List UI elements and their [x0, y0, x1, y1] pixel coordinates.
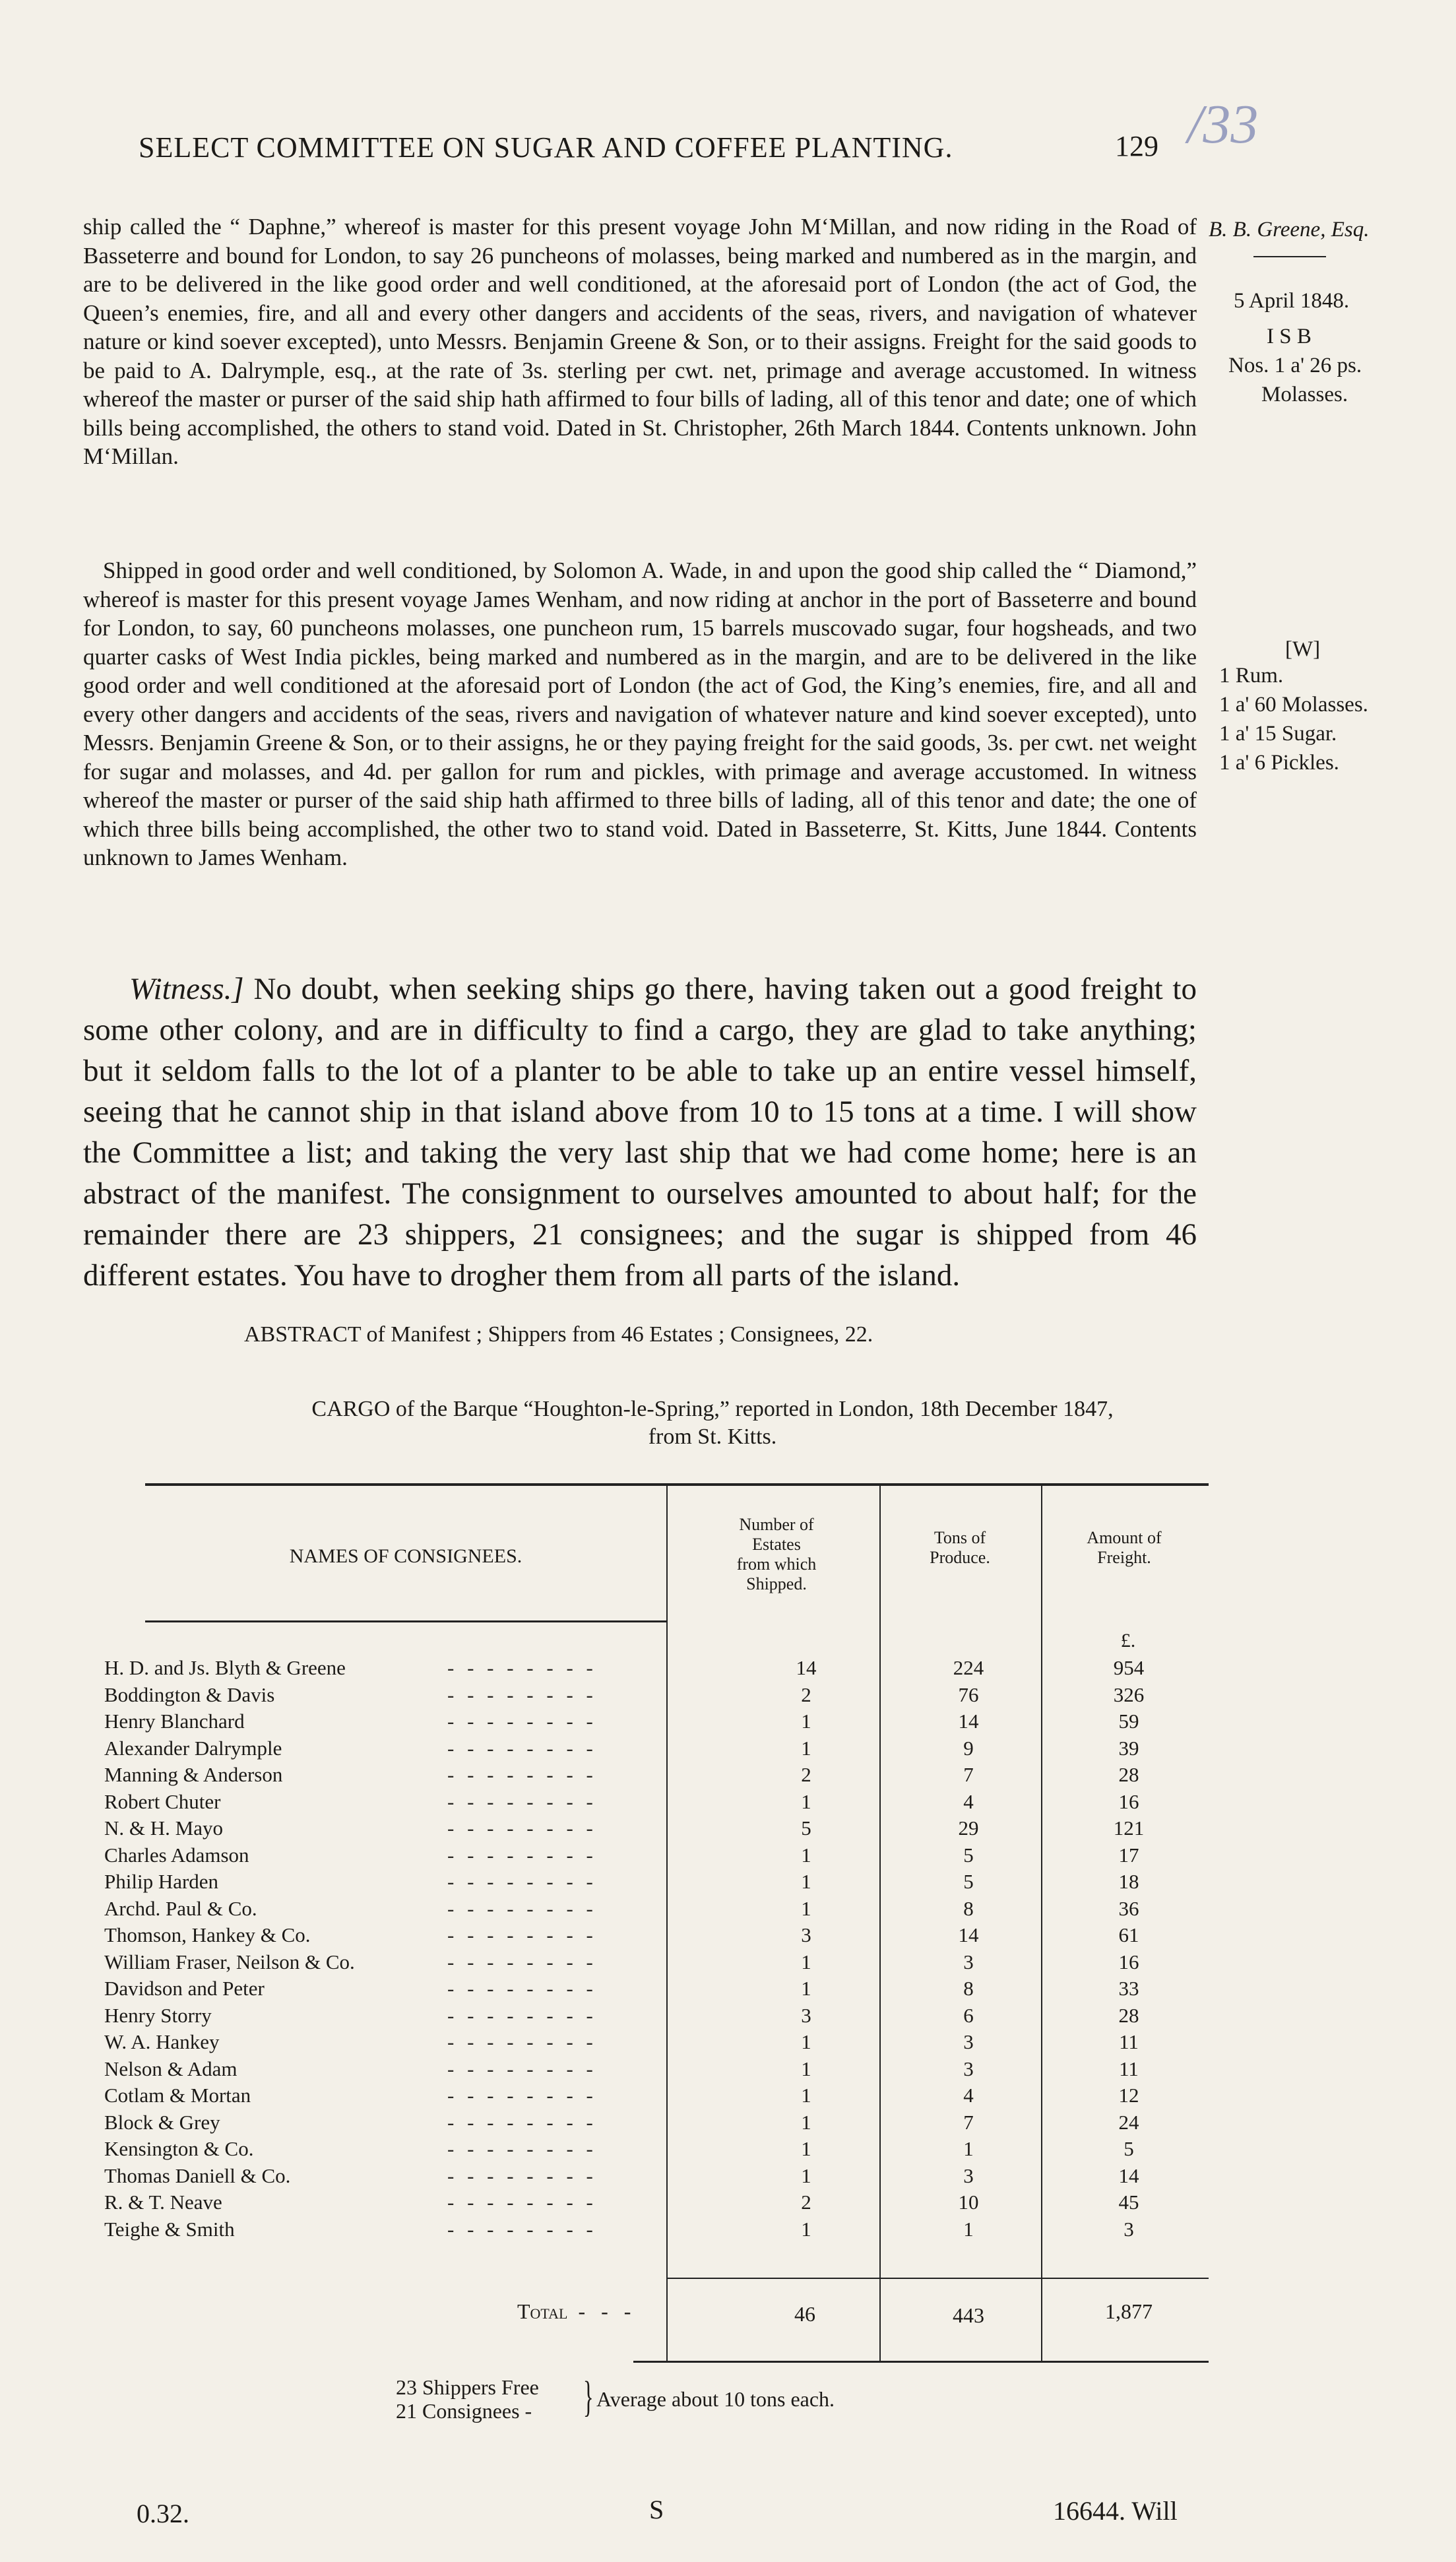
dot-leader: - - - - - - - -: [447, 2084, 597, 2107]
margin-divider: [1253, 256, 1326, 257]
freight-value: 28: [1118, 1763, 1139, 1786]
freight-value: 14: [1118, 2164, 1139, 2187]
tons-value: 5: [963, 1870, 974, 1893]
tons-value: 3: [963, 2164, 974, 2187]
consignee-name: Henry Storry: [104, 2004, 212, 2027]
margin-date: 5 April 1848.: [1234, 289, 1350, 313]
margin-goods: Molasses.: [1261, 383, 1348, 406]
freight-value: 5: [1124, 2137, 1134, 2160]
estates-count: 1: [801, 1870, 811, 1893]
column-header-consignees: NAMES OF CONSIGNEES.: [289, 1545, 522, 1567]
dot-leader: - - - - - - - -: [447, 2004, 597, 2027]
table-row: [104, 1978, 1213, 1999]
consignee-name: Nelson & Adam: [104, 2057, 237, 2080]
tons-value: 3: [963, 2057, 974, 2080]
consignee-name: Cotlam & Mortan: [104, 2084, 251, 2107]
freight-value: 3: [1124, 2218, 1134, 2241]
estates-count: 1: [801, 2030, 811, 2053]
table-header-rule: [145, 1620, 666, 1622]
dot-leader: - - - - - - - -: [447, 2111, 597, 2134]
margin-mark: I S B: [1267, 325, 1312, 348]
tons-value: 8: [963, 1977, 974, 2000]
table-row: [104, 1738, 1213, 1759]
table-row: [104, 1791, 1213, 1812]
column-header-estates: Number of Estates from which Shipped.: [736, 1515, 817, 1593]
witness-testimony: [83, 969, 1197, 1296]
freight-value: 18: [1118, 1870, 1139, 1893]
margin-goods: 1 Rum.: [1219, 664, 1284, 688]
tons-value: 14: [958, 1710, 979, 1733]
estates-count: 2: [801, 1763, 811, 1786]
total-freight: 1,877: [1105, 2299, 1153, 2323]
freight-value: 954: [1113, 1656, 1145, 1679]
bill-of-lading-diamond: [83, 556, 1197, 872]
freight-value: 16: [1118, 1950, 1139, 1973]
table-bottom-rule: [633, 2361, 1209, 2363]
freight-value: 12: [1118, 2084, 1139, 2107]
bill-of-lading-daphne: [83, 212, 1197, 471]
consignee-name: Henry Blanchard: [104, 1710, 245, 1733]
tons-value: 5: [963, 1843, 974, 1867]
dot-leader: - - - - - - - -: [447, 1977, 597, 2000]
margin-mark: [W]: [1285, 637, 1321, 661]
table-row: [104, 1898, 1213, 1919]
estates-count: 1: [801, 1737, 811, 1760]
dot-leader: - - - - - - - -: [447, 1816, 597, 1840]
freight-value: 16: [1118, 1790, 1139, 1813]
table-row: [104, 2165, 1213, 2187]
table-row: [104, 2192, 1213, 2213]
consignee-name: Thomson, Hankey & Co.: [104, 1923, 311, 1946]
table-row: [104, 1818, 1213, 1839]
freight-value: 36: [1118, 1897, 1139, 1920]
margin-witness-name: B. B. Greene, Esq.: [1209, 218, 1370, 241]
estates-count: 3: [801, 1923, 811, 1946]
estates-count: 1: [801, 1710, 811, 1733]
consignee-name: Boddington & Davis: [104, 1683, 275, 1706]
consignee-name: Kensington & Co.: [104, 2137, 254, 2160]
dot-leader: - - - - - - - -: [447, 1843, 597, 1867]
table-row: [104, 2112, 1213, 2133]
tons-value: 224: [953, 1656, 984, 1679]
table-top-rule: [145, 1483, 1209, 1486]
margin-numbers: Nos. 1 a' 26 ps.: [1228, 354, 1362, 377]
page-number: 129: [1115, 130, 1158, 162]
footnote-average: Average about 10 tons each.: [596, 2387, 835, 2411]
consignee-name: Thomas Daniell & Co.: [104, 2164, 291, 2187]
dot-leader: - - - - - - - -: [447, 1656, 597, 1679]
table-row: [104, 2005, 1213, 2026]
estates-count: 1: [801, 2137, 811, 2160]
tons-value: 76: [958, 1683, 979, 1706]
cargo-line: CARGO of the Barque “Houghton-le-Spring,” reported in London, 18th December 1847,: [311, 1397, 1114, 1421]
consignee-name: William Fraser, Neilson & Co.: [104, 1950, 355, 1973]
tons-value: 29: [958, 1816, 979, 1840]
cargo-description: [218, 1395, 1207, 1451]
table-row: [104, 2059, 1213, 2080]
total-estates: 46: [794, 2302, 815, 2326]
estates-count: 1: [801, 1977, 811, 2000]
dot-leader: - - - - - - - -: [447, 2164, 597, 2187]
dot-leader: - - - - - - - -: [447, 1870, 597, 1893]
bill-of-lading-text: Shipped in good order and well conditioned, by Solomon A. Wade, in and upon the good ship called the “ Diamond,” whereof is master for this present voyage James Wenham, and now riding at anchor in the port of Basseterre and bound for London, to say, 60 puncheons molasses, one puncheon rum, 15 barrels muscovado sugar, four hogsheads, and two quarter casks of West India pickles, being marked and numbered as in the margin, and are to be delivered in the like good order and well conditioned at the aforesaid port of London (the act of God, the King’s enemies, fire, and all and every other dangers and accidents of the seas, rivers and navigation of whatever nature and kind soever excepted), unto Messrs. Benjamin Greene & Son, or to their assigns, he or they paying freight for the said goods, 3s. per cwt. net weight for sugar and molasses, and 4d. per gallon for rum and pickles, with primage and average accustomed. In witness whereof the master or purser of the said ship hath affirmed to three bills of lading, all of this tenor and date; the one of which three bills being accomplished, the other two to stand void. Dated in Basseterre, St. Kitts, June 1844. Contents unknown to James Wenham.: [83, 558, 1197, 870]
page-title: SELECT COMMITTEE ON SUGAR AND COFFEE PLANTING.: [139, 131, 953, 164]
bill-of-lading-text: ship called the “ Daphne,” whereof is master for this present voyage John M‘Millan, and now riding in the Road of Basseterre and bound for London, to say 26 puncheons of molasses, being marked and numbered as in the margin, and are to be delivered in the like good order and well conditioned, at the aforesaid port of London (the act of God, the Queen’s enemies, fire, and all and every other dangers and accidents of the seas, rivers, and navigation of whatever nature or kind soever excepted), unto Messrs. Benjamin Greene & Son, or to their assigns. Freight for the said goods to be paid to A. Dalrymple, esq., at the rate of 3s. sterling per cwt. net, primage and average accustomed. In witness whereof the master or purser of the said ship hath affirmed to four bills of lading, all of this tenor and date; one of which bills being accomplished, the others to stand void. Dated in St. Christopher, 26th March 1844. Contents unknown. John M‘Millan.: [83, 214, 1197, 469]
consignee-name: R. & T. Neave: [104, 2191, 222, 2214]
dot-leader: - - - - - - - -: [447, 1923, 597, 1946]
dot-leader: - - - - - - - -: [447, 2057, 597, 2080]
dot-leader: - - - - - - - -: [447, 2218, 597, 2241]
dot-leader: - - - - - - - -: [447, 2191, 597, 2214]
estates-count: 1: [801, 1950, 811, 1973]
freight-value: 11: [1119, 2030, 1139, 2053]
estates-count: 1: [801, 2218, 811, 2241]
freight-value: 39: [1118, 1737, 1139, 1760]
table-row: [104, 1711, 1213, 1732]
consignee-name: Davidson and Peter: [104, 1977, 265, 2000]
tons-value: 6: [963, 2004, 974, 2027]
table-row: [104, 1684, 1213, 1706]
footnote-consignees: 21 Consignees -: [396, 2399, 532, 2423]
tons-value: 4: [963, 1790, 974, 1813]
freight-value: 45: [1118, 2191, 1139, 2214]
footer-code: 0.32.: [137, 2499, 189, 2528]
table-row: [104, 1764, 1213, 1785]
consignee-name: Block & Grey: [104, 2111, 220, 2134]
dot-leader: - - - - - - - -: [447, 1897, 597, 1920]
tons-value: 1: [963, 2137, 974, 2160]
estates-count: 1: [801, 2164, 811, 2187]
margin-goods: 1 a' 60 Molasses.: [1219, 693, 1368, 717]
table-row: [104, 1871, 1213, 1892]
freight-value: 33: [1118, 1977, 1139, 2000]
witness-label: Witness.]: [129, 972, 244, 1006]
freight-value: 121: [1113, 1816, 1145, 1840]
dot-leader: - - - - - - - -: [447, 1790, 597, 1813]
table-row: [104, 2032, 1213, 2053]
freight-value: 326: [1113, 1683, 1145, 1706]
estates-count: 1: [801, 2057, 811, 2080]
consignee-name: Robert Chuter: [104, 1790, 221, 1813]
total-tons: 443: [953, 2303, 984, 2327]
consignee-name: H. D. and Js. Blyth & Greene: [104, 1656, 346, 1679]
catchword: 16644. Will: [1053, 2496, 1178, 2526]
dot-leader: - - - - - - - -: [447, 1683, 597, 1706]
tons-value: 3: [963, 2030, 974, 2053]
freight-value: 11: [1119, 2057, 1139, 2080]
tons-value: 1: [963, 2218, 974, 2241]
estates-count: 5: [801, 1816, 811, 1840]
tons-value: 7: [963, 2111, 974, 2134]
estates-count: 1: [801, 2111, 811, 2134]
column-header-tons: Tons of Produce.: [930, 1528, 990, 1567]
table-row: [104, 1845, 1213, 1866]
estates-count: 14: [796, 1656, 817, 1679]
table-row: [104, 1952, 1213, 1973]
dot-leader: - - - - - - - -: [447, 2030, 597, 2053]
margin-goods: 1 a' 6 Pickles.: [1219, 751, 1339, 775]
footnote-shippers: 23 Shippers Free: [396, 2375, 539, 2399]
freight-value: 24: [1118, 2111, 1139, 2134]
abstract-title: ABSTRACT of Manifest ; Shippers from 46 Estates ; Consignees, 22.: [244, 1322, 873, 1347]
tons-value: 3: [963, 1950, 974, 1973]
consignee-name: Charles Adamson: [104, 1843, 249, 1867]
total-label: Total - - -: [517, 2299, 637, 2323]
table-row: [104, 2138, 1213, 2160]
consignee-name: Manning & Anderson: [104, 1763, 283, 1786]
dot-leader: - - - - - - - -: [447, 2137, 597, 2160]
dot-leader: - - - - - - - -: [447, 1763, 597, 1786]
signature-mark: S: [649, 2495, 664, 2524]
column-header-freight: Amount of Freight.: [1087, 1528, 1162, 1567]
consignee-name: Teighe & Smith: [104, 2218, 235, 2241]
estates-count: 3: [801, 2004, 811, 2027]
table-row: [104, 1657, 1213, 1679]
table-total-rule: [666, 2278, 1209, 2279]
brace-icon: }: [583, 2373, 594, 2421]
tons-value: 8: [963, 1897, 974, 1920]
table-row: [104, 2085, 1213, 2106]
estates-count: 1: [801, 1843, 811, 1867]
table-row: [104, 2219, 1213, 2240]
witness-text: No doubt, when seeking ships go there, having taken out a good freight to some other colony, and are in difficulty to find a cargo, they are glad to take anything; but it seldom falls to the lot of a planter to be able to take up an entire vessel himself, seeing that he cannot ship in that island above from 10 to 15 tons at a time. I will show the Committee a list; and taking the very last ship that we had come home; here is an abstract of the manifest. The consignment to ourselves amounted to about half; for the remainder there are 23 shippers, 21 consignees; and the sugar is shipped from 46 different estates. You have to drogher them from all parts of the island.: [83, 972, 1197, 1293]
estates-count: 1: [801, 2084, 811, 2107]
tons-value: 9: [963, 1737, 974, 1760]
consignee-name: Archd. Paul & Co.: [104, 1897, 257, 1920]
consignee-name: N. & H. Mayo: [104, 1816, 223, 1840]
estates-count: 1: [801, 1790, 811, 1813]
estates-count: 2: [801, 1683, 811, 1706]
dot-leader: - - - - - - - -: [447, 1710, 597, 1733]
cargo-line: from St. Kitts.: [648, 1425, 777, 1449]
estates-count: 1: [801, 1897, 811, 1920]
handwritten-folio-number: /33: [1187, 94, 1259, 155]
dot-leader: - - - - - - - -: [447, 1737, 597, 1760]
dot-leader: - - - - - - - -: [447, 1950, 597, 1973]
consignee-name: W. A. Hankey: [104, 2030, 220, 2053]
tons-value: 14: [958, 1923, 979, 1946]
tons-value: 7: [963, 1763, 974, 1786]
currency-symbol: £.: [1120, 1630, 1136, 1651]
consignee-name: Philip Harden: [104, 1870, 219, 1893]
consignee-name: Alexander Dalrymple: [104, 1737, 282, 1760]
freight-value: 59: [1118, 1710, 1139, 1733]
freight-value: 61: [1118, 1923, 1139, 1946]
tons-value: 10: [958, 2191, 979, 2214]
estates-count: 2: [801, 2191, 811, 2214]
table-row: [104, 1925, 1213, 1946]
freight-value: 28: [1118, 2004, 1139, 2027]
tons-value: 4: [963, 2084, 974, 2107]
margin-goods: 1 a' 15 Sugar.: [1219, 722, 1337, 746]
freight-value: 17: [1118, 1843, 1139, 1867]
